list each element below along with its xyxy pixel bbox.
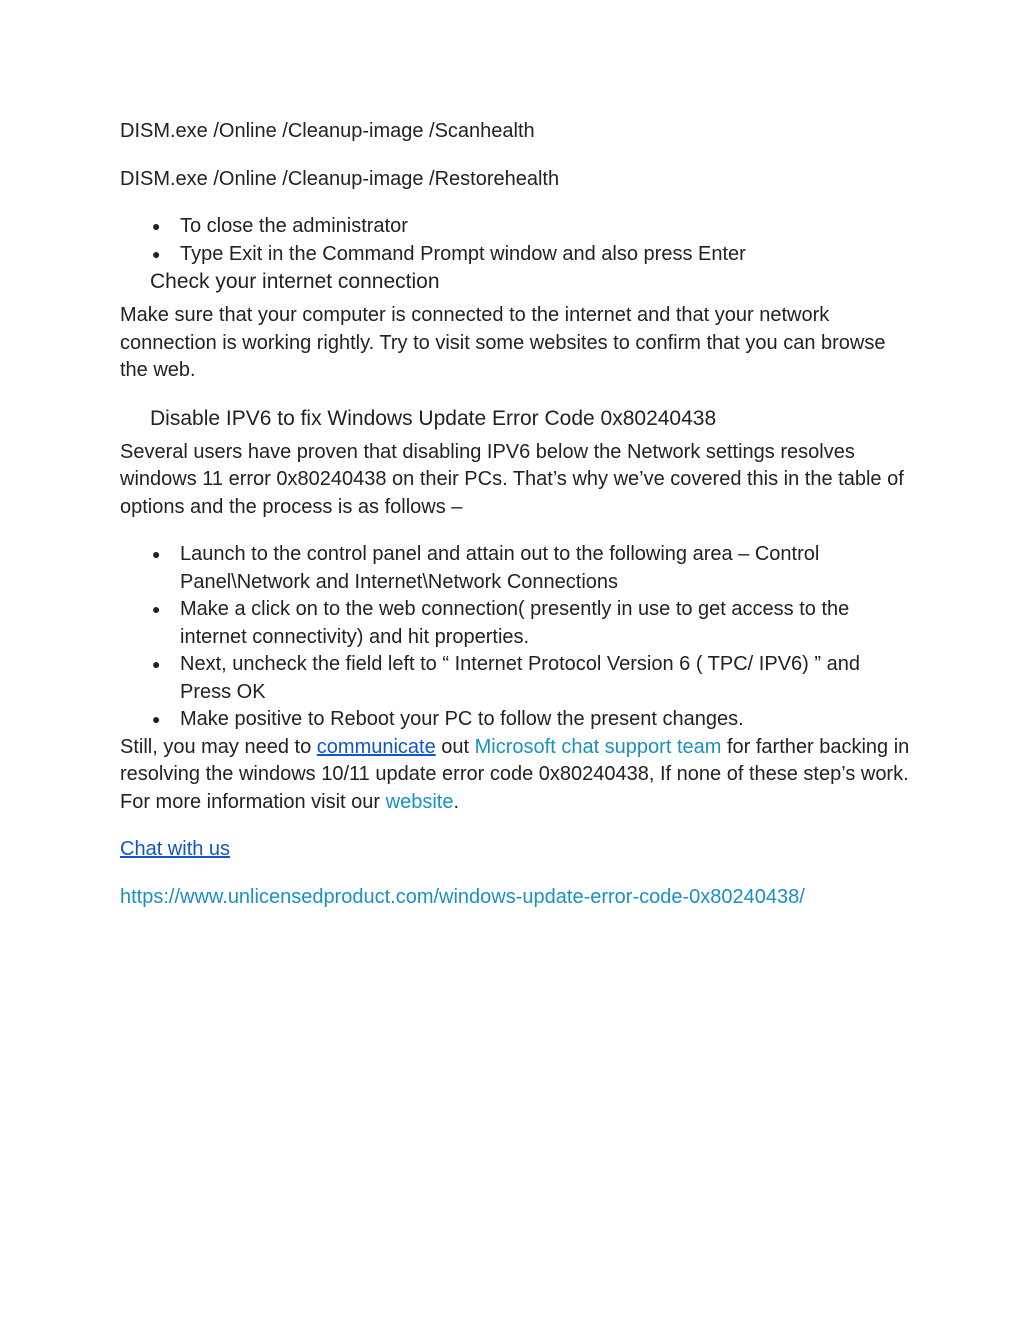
list-item-text: To close the administrator	[180, 215, 408, 237]
section-body-ipv6: Several users have proven that disabling IPV6 below the Network settings resolves windows 11 error 0x80240438 on their PCs. That’s why we’ve covered this in the table of options and the process is as follows –	[120, 440, 904, 518]
dism-restorehealth-command: DISM.exe /Online /Cleanup-image /Restorehealth	[120, 167, 560, 190]
list-item	[120, 541, 910, 596]
exit-steps-list	[120, 213, 910, 268]
list-item	[120, 651, 910, 706]
document-page	[120, 118, 910, 911]
list-item	[120, 706, 910, 734]
list-item-text: Make positive to Reboot your PC to follow the present changes.	[180, 708, 744, 730]
list-item	[120, 241, 910, 269]
chat-with-us-link[interactable]: Chat with us	[120, 838, 231, 860]
closing-paragraph	[120, 734, 910, 817]
bullet-icon: ●	[152, 711, 161, 727]
chat-paragraph	[120, 836, 910, 864]
communicate-link[interactable]: communicate	[316, 735, 436, 758]
bullet-icon: ●	[152, 601, 161, 617]
article-url-link[interactable]: https://www.unlicensedproduct.com/windows-update-error-code-0x80240438/	[120, 885, 805, 908]
closing-text: Still, you may need to	[120, 735, 317, 758]
bullet-icon: ●	[152, 218, 161, 234]
bullet-icon: ●	[152, 245, 161, 262]
bullet-icon: ●	[152, 656, 161, 672]
closing-text: .	[453, 790, 460, 813]
list-item-text: Make a click on to the web connection( presently in use to get access to the internet connectivity) and hit properties.	[180, 598, 850, 648]
website-link[interactable]: website	[385, 790, 454, 813]
list-item-text: Next, uncheck the field left to “ Internet Protocol Version 6 ( TPC/ IPV6) ” and Press OK	[180, 653, 860, 703]
bullet-icon: ●	[152, 546, 161, 562]
closing-text: out	[435, 735, 475, 758]
section-heading-internet: Check your internet connection	[150, 270, 440, 293]
list-item-text: Type Exit in the Command Prompt window and also press Enter	[180, 242, 746, 265]
list-item	[120, 596, 910, 651]
section-heading-ipv6: Disable IPV6 to fix Windows Update Error Code 0x80240438	[150, 406, 717, 430]
microsoft-chat-support-link[interactable]: Microsoft chat support team	[474, 735, 722, 758]
list-item	[120, 213, 910, 241]
ipv6-steps-list	[120, 541, 910, 734]
list-item-text: Launch to the control panel and attain out to the following area – Control Panel\Network and Internet\Network Connections	[180, 543, 820, 593]
closing-text: for farther backing in resolving the windows 10/11 update error code 0x80240438, If none of these step’s work. For more information visit our	[120, 735, 910, 813]
dism-scanhealth-command: DISM.exe /Online /Cleanup-image /Scanhealth	[120, 120, 535, 142]
url-paragraph	[120, 884, 910, 912]
section-body-internet: Make sure that your computer is connected to the internet and that your network connection is working rightly. Try to visit some websites to confirm that you can browse the web.	[120, 304, 886, 381]
